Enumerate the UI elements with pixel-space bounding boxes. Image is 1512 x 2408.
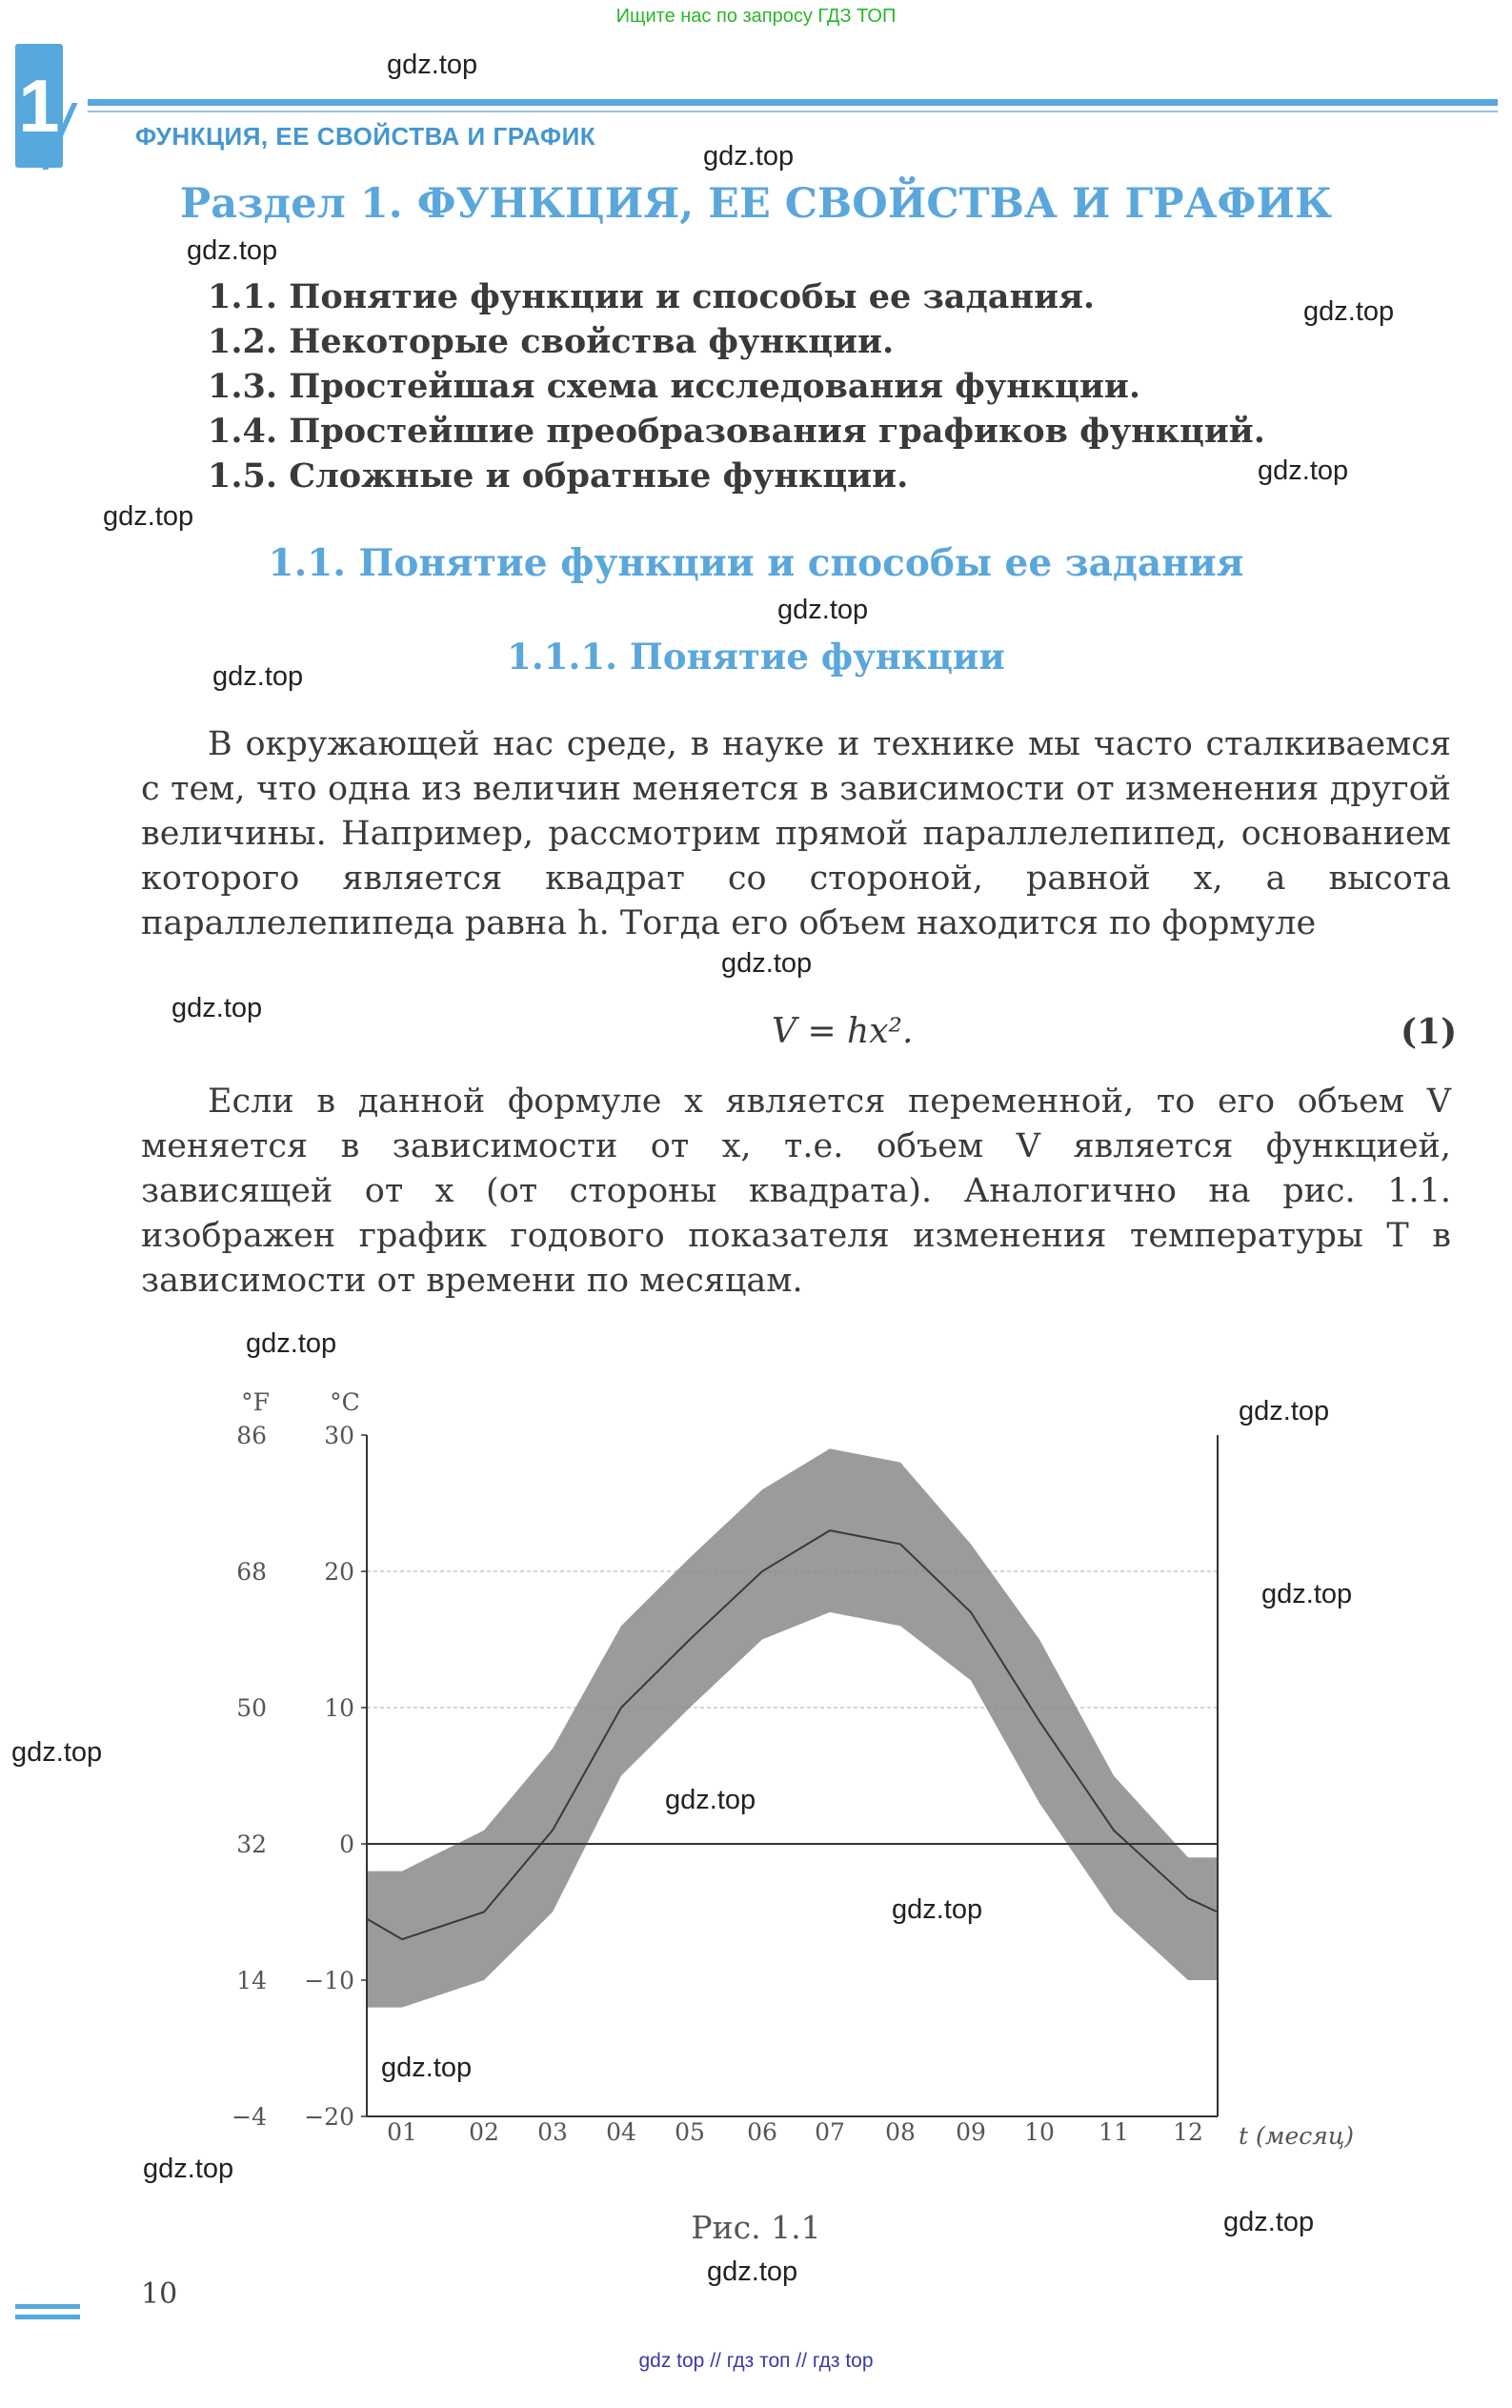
watermark: gdz.top <box>246 1328 337 1359</box>
watermark: gdz.top <box>143 2154 234 2184</box>
x-tick-label: 08 <box>885 2118 916 2146</box>
y-tick-label-f: 14 <box>236 1967 267 1994</box>
temperature-range-band <box>367 1448 1218 2007</box>
x-tick-label: 07 <box>815 2118 845 2146</box>
toc-item: 1.4. Простейшие преобразования графиков функций. <box>208 412 1265 451</box>
y-tick-label-c: −10 <box>304 1967 354 1994</box>
subsubsection-title: 1.1.1. Понятие функции <box>507 636 1005 678</box>
volume-formula: V = hx². <box>772 1012 914 1051</box>
x-tick-label: 01 <box>387 2118 417 2146</box>
paragraph-intro: В окружающей нас среде, в науке и технике мы часто сталкиваемся с тем, что одна из величин меняется в зависимости от изменения другой величины. Например, рассмотрим прямой параллелепипед, основанием которого является квадрат со стороной, равной x, а высота параллелепипеда равна h. Тогда его объем находится по формуле <box>141 725 1451 942</box>
watermark: gdz.top <box>892 1894 983 1925</box>
x-tick-label: 02 <box>469 2118 499 2146</box>
watermark: gdz.top <box>381 2053 473 2083</box>
y-tick-label-f: 50 <box>236 1694 267 1722</box>
x-tick-label: 04 <box>606 2118 636 2146</box>
watermark: gdz.top <box>665 1785 756 1815</box>
x-tick-label: 05 <box>675 2118 705 2146</box>
formula-number: (1) <box>1401 1012 1458 1052</box>
running-head: ФУНКЦИЯ, ЕЕ СВОЙСТВА И ГРАФИК <box>135 122 596 151</box>
page-marker-bar <box>15 2304 80 2309</box>
toc-item: 1.3. Простейшая схема исследования функции. <box>208 367 1141 406</box>
watermark: gdz.top <box>1261 1579 1353 1609</box>
watermark: gdz.top <box>1258 455 1349 486</box>
footer-links[interactable]: gdz top // гдз топ // гдз top <box>638 2350 874 2372</box>
watermark: gdz.top <box>1239 1396 1330 1427</box>
unit-label-c: °C <box>330 1388 360 1416</box>
top-notice: Ищите нас по запросу ГДЗ ТОП <box>615 6 897 27</box>
watermark: gdz.top <box>387 50 478 80</box>
x-tick-label: 12 <box>1173 2118 1203 2146</box>
toc-item: 1.5. Сложные и обратные функции. <box>208 456 909 496</box>
watermark: gdz.top <box>703 141 795 172</box>
y-tick-label-c: 30 <box>324 1422 354 1449</box>
x-tick-label: 09 <box>956 2118 986 2146</box>
chapter-number: 1 <box>18 64 60 148</box>
y-tick-label-f: 32 <box>236 1831 267 1858</box>
watermark: gdz.top <box>212 661 304 692</box>
subsection-title: 1.1. Понятие функции и способы ее задания <box>268 541 1244 585</box>
page-number: 10 <box>141 2277 178 2311</box>
x-tick-label: 03 <box>537 2118 568 2146</box>
x-tick-label: 06 <box>747 2118 777 2146</box>
watermark: gdz.top <box>103 501 194 532</box>
watermark: gdz.top <box>777 595 869 625</box>
y-tick-label-c: −20 <box>304 2103 354 2131</box>
toc-item: 1.1. Понятие функции и способы ее задания. <box>208 277 1096 316</box>
watermark: gdz.top <box>11 1737 103 1768</box>
page-marker-bar <box>15 2315 80 2319</box>
watermark: gdz.top <box>1303 296 1395 327</box>
y-tick-label-c: 10 <box>324 1694 354 1722</box>
y-tick-label-c: 0 <box>339 1831 354 1858</box>
x-tick-label: 10 <box>1024 2118 1055 2146</box>
paragraph-function: Если в данной формуле x является переменной, то его объем V меняется в зависимости от x, т.е. объем V является функцией, зависящей от x (от стороны квадрата). Аналогично на рис. 1.1. изображен график годового показателя изменения температуры T в зависимости от времени по месяцам. <box>141 1083 1451 1300</box>
watermark: gdz.top <box>707 2256 798 2287</box>
y-tick-label-c: 20 <box>324 1558 354 1586</box>
x-tick-label: 11 <box>1099 2118 1129 2146</box>
toc-item: 1.2. Некоторые свойства функции. <box>208 322 895 361</box>
watermark: gdz.top <box>1223 2207 1315 2237</box>
unit-label-f: °F <box>241 1388 270 1416</box>
watermark: gdz.top <box>171 993 263 1023</box>
figure-caption: Рис. 1.1 <box>691 2209 821 2246</box>
watermark: gdz.top <box>721 948 813 979</box>
y-tick-label-f: 86 <box>236 1422 267 1449</box>
watermark: gdz.top <box>187 235 278 266</box>
section-title: Раздел 1. ФУНКЦИЯ, ЕЕ СВОЙСТВА И ГРАФИК <box>179 180 1333 228</box>
x-axis-label: t (месяц) <box>1239 2122 1355 2150</box>
y-tick-label-f: −4 <box>232 2103 267 2131</box>
y-tick-label-f: 68 <box>236 1558 267 1586</box>
